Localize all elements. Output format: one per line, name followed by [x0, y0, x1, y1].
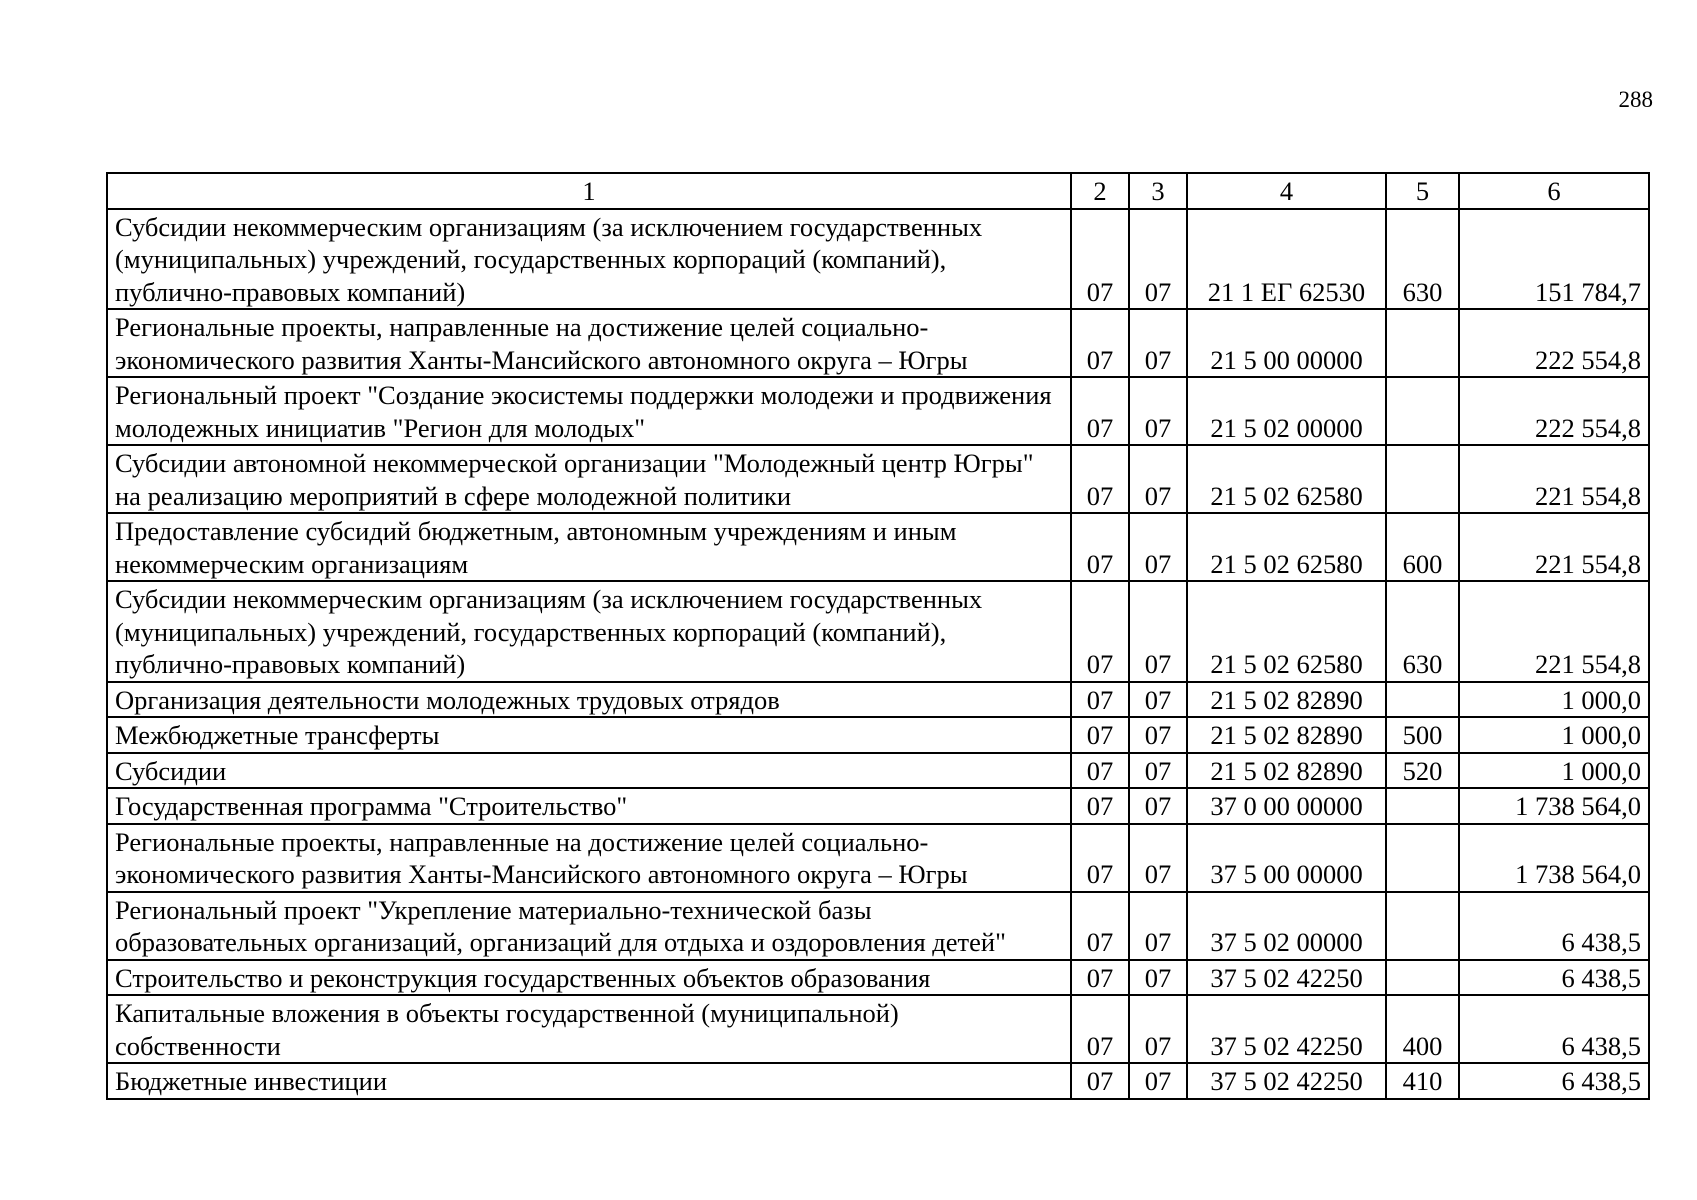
row-subsection-cell: 07	[1129, 309, 1187, 377]
row-subsection-cell: 07	[1129, 892, 1187, 960]
row-expense-type-cell: 410	[1386, 1063, 1459, 1099]
row-section-cell: 07	[1071, 1063, 1129, 1099]
row-amount-cell: 151 784,7	[1459, 209, 1649, 310]
row-section-cell: 07	[1071, 445, 1129, 513]
row-target-article-cell: 21 5 02 62580	[1187, 445, 1386, 513]
row-amount-cell: 222 554,8	[1459, 377, 1649, 445]
row-expense-type-cell	[1386, 445, 1459, 513]
table-row	[107, 960, 1649, 996]
table-row	[107, 1063, 1649, 1099]
header-row	[107, 173, 1649, 209]
row-subsection-cell: 07	[1129, 717, 1187, 753]
row-expense-type-cell	[1386, 824, 1459, 892]
row-expense-type-cell: 400	[1386, 995, 1459, 1063]
header-cell-target-article: 4	[1187, 173, 1386, 209]
table-row	[107, 209, 1649, 310]
row-subsection-cell: 07	[1129, 960, 1187, 996]
header-cell-section: 2	[1071, 173, 1129, 209]
row-name-cell: Субсидии некоммерческим организациям (за исключением государственных (муниципальных) учреждений, государственных корпораций (компаний), публично-правовых компаний)	[107, 581, 1071, 682]
row-name-cell: Региональный проект "Создание экосистемы поддержки молодежи и продвижения молодежных инициатив "Регион для молодых"	[107, 377, 1071, 445]
row-section-cell: 07	[1071, 682, 1129, 718]
row-amount-cell: 6 438,5	[1459, 960, 1649, 996]
page-number: 288	[1618, 87, 1653, 112]
header-cell-expense-type: 5	[1386, 173, 1459, 209]
table-row	[107, 513, 1649, 581]
row-expense-type-cell	[1386, 892, 1459, 960]
header-cell-amount: 6	[1459, 173, 1649, 209]
row-target-article-cell: 21 5 02 62580	[1187, 581, 1386, 682]
row-subsection-cell: 07	[1129, 682, 1187, 718]
row-expense-type-cell: 630	[1386, 209, 1459, 310]
row-expense-type-cell: 520	[1386, 753, 1459, 789]
row-amount-cell: 1 738 564,0	[1459, 824, 1649, 892]
row-name-cell: Государственная программа "Строительство"	[107, 788, 1071, 824]
row-section-cell: 07	[1071, 995, 1129, 1063]
row-target-article-cell: 21 1 ЕГ 62530	[1187, 209, 1386, 310]
row-subsection-cell: 07	[1129, 581, 1187, 682]
row-amount-cell: 6 438,5	[1459, 892, 1649, 960]
row-target-article-cell: 37 5 00 00000	[1187, 824, 1386, 892]
row-amount-cell: 1 738 564,0	[1459, 788, 1649, 824]
row-expense-type-cell	[1386, 309, 1459, 377]
row-target-article-cell: 37 5 02 42250	[1187, 960, 1386, 996]
row-target-article-cell: 21 5 02 82890	[1187, 682, 1386, 718]
table-row	[107, 892, 1649, 960]
row-target-article-cell: 37 0 00 00000	[1187, 788, 1386, 824]
row-amount-cell: 222 554,8	[1459, 309, 1649, 377]
row-subsection-cell: 07	[1129, 209, 1187, 310]
row-amount-cell: 6 438,5	[1459, 1063, 1649, 1099]
row-target-article-cell: 21 5 02 82890	[1187, 753, 1386, 789]
row-section-cell: 07	[1071, 824, 1129, 892]
row-section-cell: 07	[1071, 717, 1129, 753]
row-expense-type-cell	[1386, 788, 1459, 824]
table-row	[107, 682, 1649, 718]
header-cell-subsection: 3	[1129, 173, 1187, 209]
row-amount-cell: 1 000,0	[1459, 753, 1649, 789]
row-expense-type-cell: 500	[1386, 717, 1459, 753]
row-expense-type-cell: 630	[1386, 581, 1459, 682]
row-amount-cell: 221 554,8	[1459, 513, 1649, 581]
row-section-cell: 07	[1071, 209, 1129, 310]
row-amount-cell: 221 554,8	[1459, 445, 1649, 513]
row-name-cell: Строительство и реконструкция государственных объектов образования	[107, 960, 1071, 996]
row-target-article-cell: 21 5 02 62580	[1187, 513, 1386, 581]
row-name-cell: Региональные проекты, направленные на достижение целей социально-экономического развития Ханты-Мансийского автономного округа – Югры	[107, 824, 1071, 892]
row-subsection-cell: 07	[1129, 377, 1187, 445]
row-name-cell: Региональный проект "Укрепление материально-технической базы образовательных организаций, организаций для отдыха и оздоровления детей"	[107, 892, 1071, 960]
row-name-cell: Организация деятельности молодежных трудовых отрядов	[107, 682, 1071, 718]
row-target-article-cell: 37 5 02 42250	[1187, 1063, 1386, 1099]
table-row	[107, 445, 1649, 513]
row-name-cell: Субсидии некоммерческим организациям (за исключением государственных (муниципальных) учреждений, государственных корпораций (компаний), публично-правовых компаний)	[107, 209, 1071, 310]
row-subsection-cell: 07	[1129, 513, 1187, 581]
row-expense-type-cell	[1386, 682, 1459, 718]
row-target-article-cell: 21 5 00 00000	[1187, 309, 1386, 377]
table-row	[107, 753, 1649, 789]
row-subsection-cell: 07	[1129, 753, 1187, 789]
row-subsection-cell: 07	[1129, 1063, 1187, 1099]
row-section-cell: 07	[1071, 581, 1129, 682]
row-section-cell: 07	[1071, 892, 1129, 960]
table-row	[107, 788, 1649, 824]
row-amount-cell: 6 438,5	[1459, 995, 1649, 1063]
row-target-article-cell: 37 5 02 00000	[1187, 892, 1386, 960]
row-expense-type-cell	[1386, 377, 1459, 445]
row-subsection-cell: 07	[1129, 824, 1187, 892]
table-row	[107, 717, 1649, 753]
row-section-cell: 07	[1071, 309, 1129, 377]
row-name-cell: Предоставление субсидий бюджетным, автономным учреждениям и иным некоммерческим организациям	[107, 513, 1071, 581]
row-target-article-cell: 21 5 02 00000	[1187, 377, 1386, 445]
row-expense-type-cell	[1386, 960, 1459, 996]
row-amount-cell: 221 554,8	[1459, 581, 1649, 682]
budget-table	[106, 172, 1650, 1100]
row-section-cell: 07	[1071, 788, 1129, 824]
table-row	[107, 581, 1649, 682]
row-target-article-cell: 21 5 02 82890	[1187, 717, 1386, 753]
row-subsection-cell: 07	[1129, 445, 1187, 513]
table-row	[107, 309, 1649, 377]
row-target-article-cell: 37 5 02 42250	[1187, 995, 1386, 1063]
row-amount-cell: 1 000,0	[1459, 717, 1649, 753]
row-section-cell: 07	[1071, 753, 1129, 789]
header-cell-name: 1	[107, 173, 1071, 209]
table-row	[107, 995, 1649, 1063]
row-section-cell: 07	[1071, 377, 1129, 445]
row-section-cell: 07	[1071, 513, 1129, 581]
row-name-cell: Субсидии	[107, 753, 1071, 789]
table-row	[107, 824, 1649, 892]
row-amount-cell: 1 000,0	[1459, 682, 1649, 718]
row-section-cell: 07	[1071, 960, 1129, 996]
row-name-cell: Межбюджетные трансферты	[107, 717, 1071, 753]
table-row	[107, 377, 1649, 445]
row-expense-type-cell: 600	[1386, 513, 1459, 581]
row-subsection-cell: 07	[1129, 995, 1187, 1063]
row-name-cell: Бюджетные инвестиции	[107, 1063, 1071, 1099]
row-name-cell: Региональные проекты, направленные на достижение целей социально-экономического развития Ханты-Мансийского автономного округа – Югры	[107, 309, 1071, 377]
row-subsection-cell: 07	[1129, 788, 1187, 824]
row-name-cell: Капитальные вложения в объекты государственной (муниципальной) собственности	[107, 995, 1071, 1063]
row-name-cell: Субсидии автономной некоммерческой организации "Молодежный центр Югры" на реализацию мероприятий в сфере молодежной политики	[107, 445, 1071, 513]
